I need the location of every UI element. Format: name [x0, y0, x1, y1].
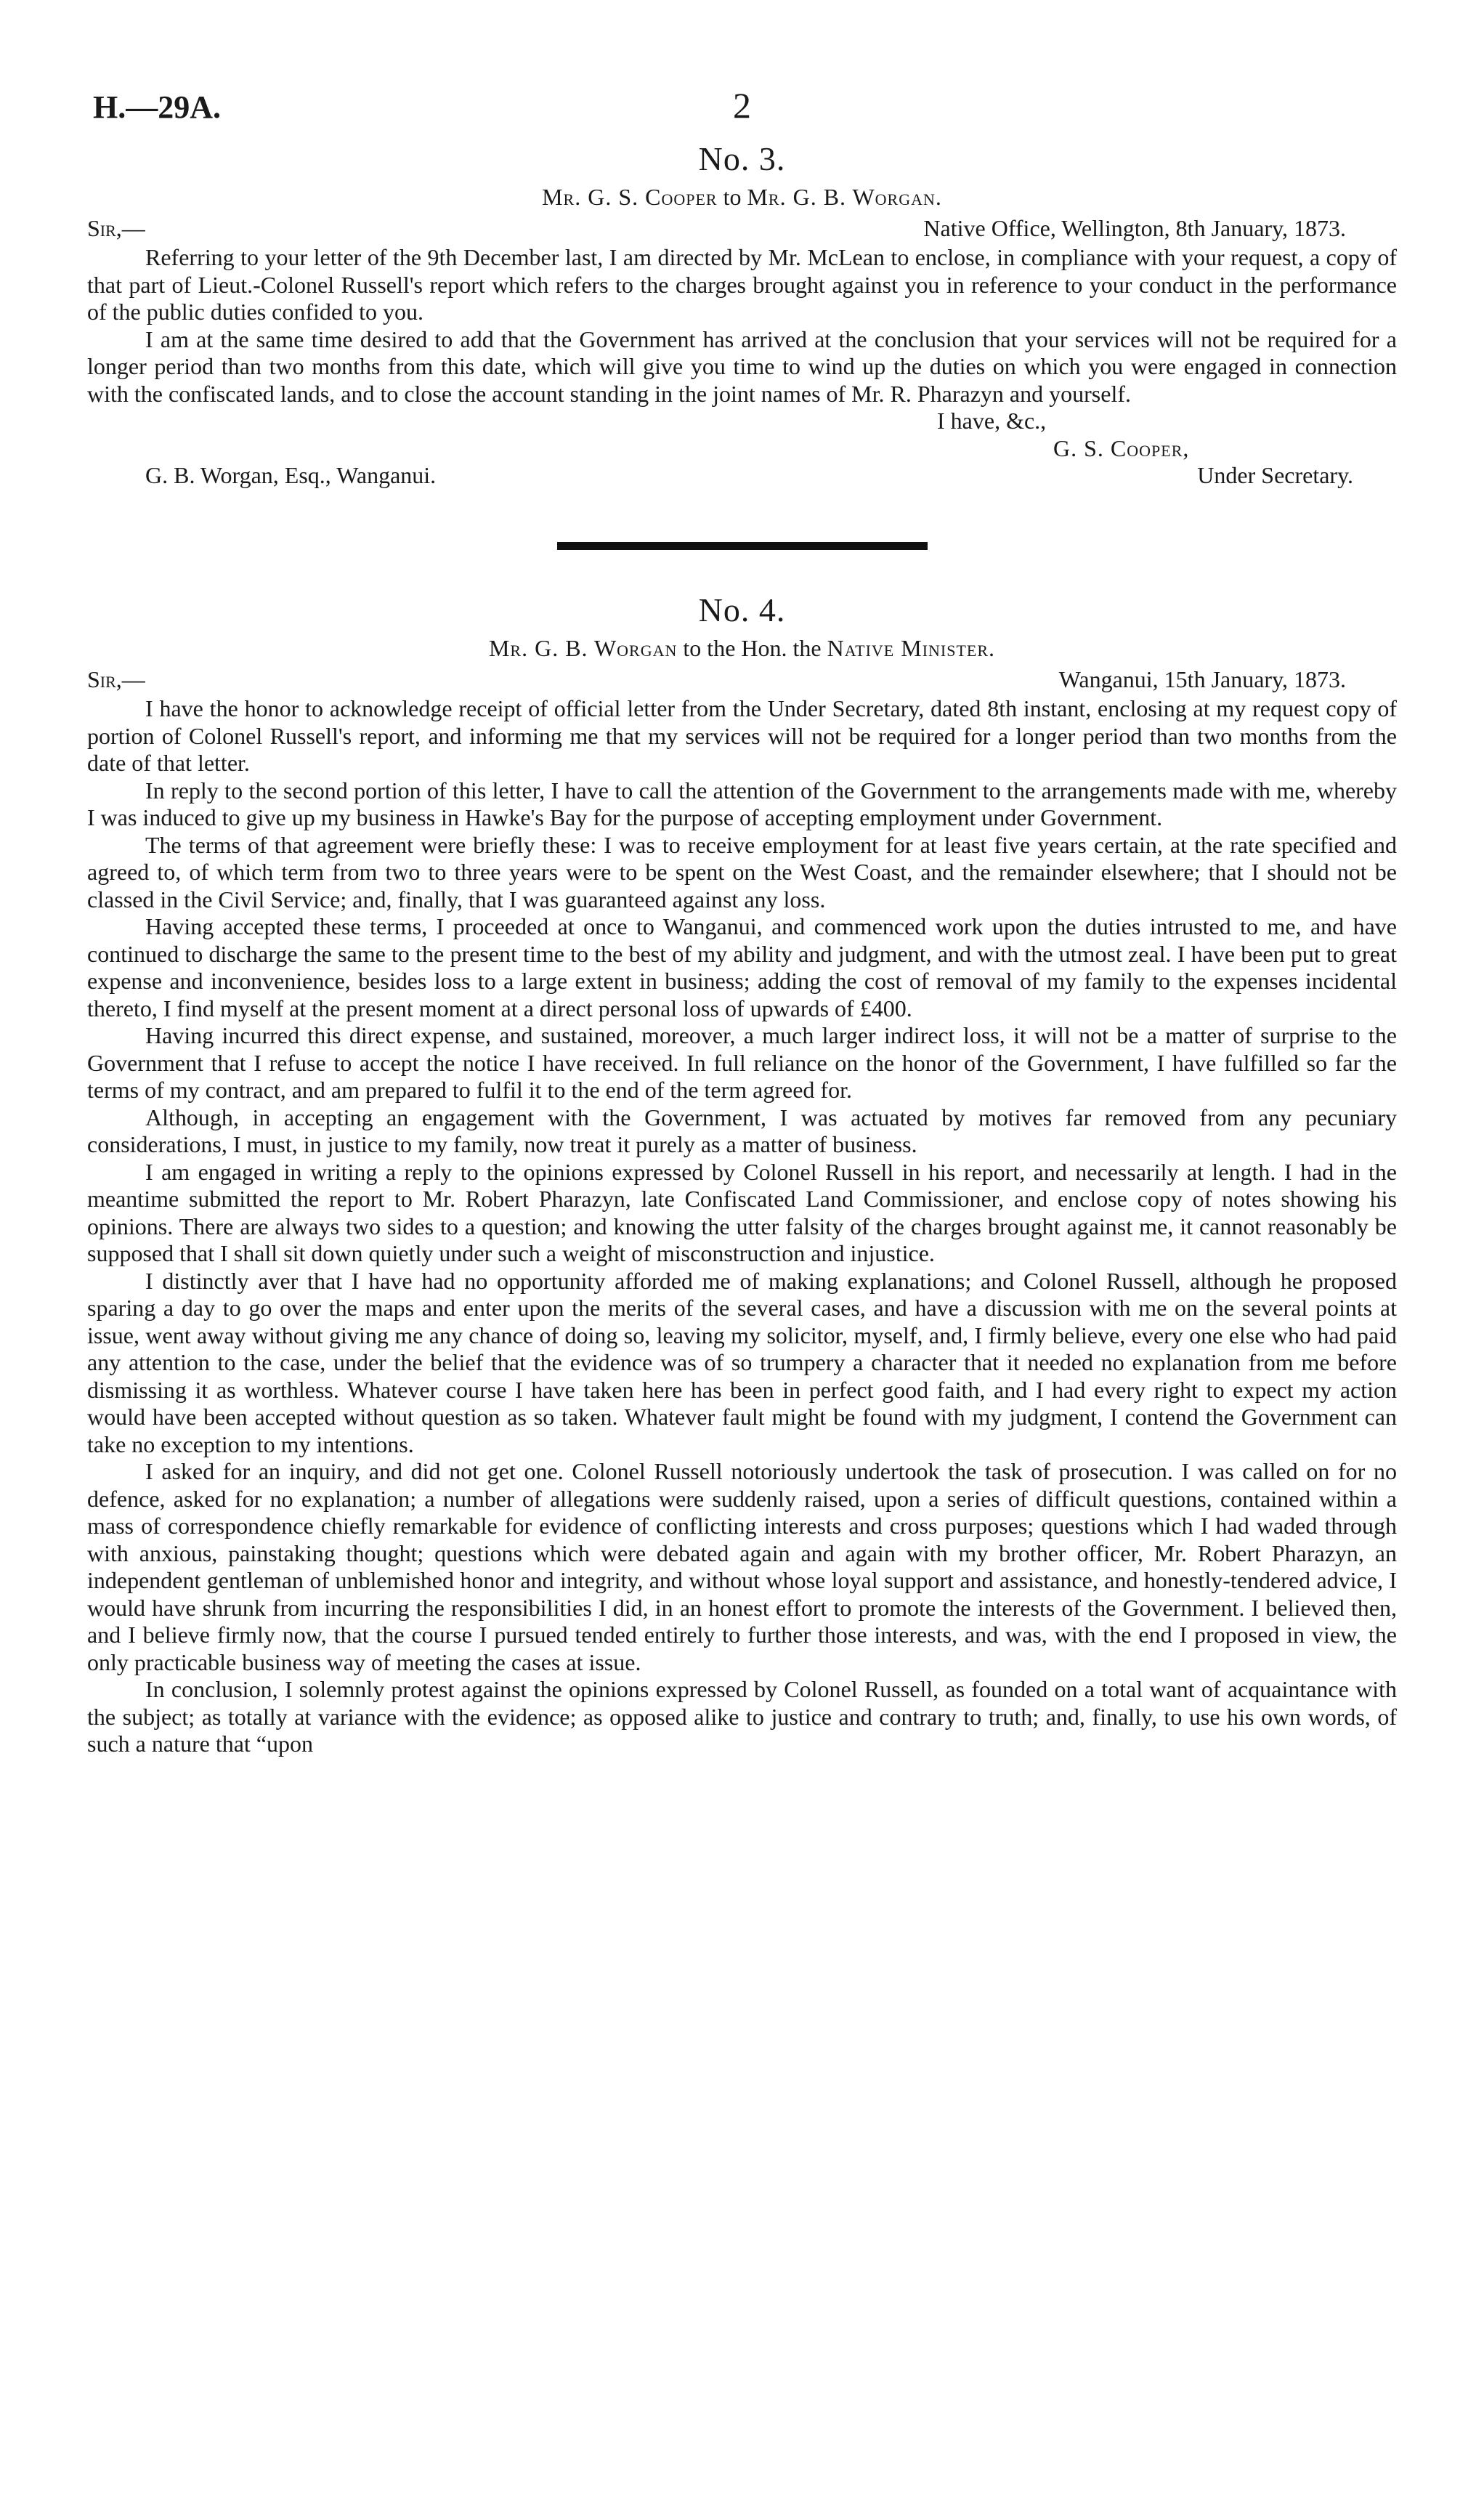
paragraph: In conclusion, I solemnly protest against the opinions expressed by Colonel Russell, as founded on a total want of acquaintance with the subject; as totally at variance with the evidence; as opposed alike to justice and contrary to truth; and, finally, to use his own words, of such a nature that “upon [87, 1676, 1397, 1757]
letter-recipient: Mr. G. B. Worgan. [747, 184, 942, 210]
salutation-line [87, 666, 1397, 695]
paragraph: I have the honor to acknowledge receipt of official letter from the Under Secretary, dated 8th instant, enclosing at my request copy of portion of Colonel Russell's report, and informing me that my services will not be required for a longer period than two months from the date of that letter. [87, 695, 1397, 776]
running-header [87, 73, 1397, 124]
paragraph: I asked for an inquiry, and did not get one. Colonel Russell notoriously undertook the task of prosecution. I was called on for no defence, asked for no explanation; a number of allegations were suddenly raised, upon a series of difficult questions, contained within a mass of correspondence chiefly remarkable for evidence of conflicting interests and cross purposes; questions which I had waded through with anxious, painstaking thought; questions which were debated again and again with my brother officer, Mr. Robert Pharazyn, an independent gentleman of unblemished honor and integrity, and without whose loyal support and assistance, and honestly-tendered advice, I would have shrunk from incurring the responsibilities I did, in an honest effort to promote the interests of the Government. I believed then, and I believe firmly now, that the course I pursued tended entirely to further those interests, and was, with the end I proposed in view, the only practicable business way of meeting the cases at issue. [87, 1458, 1397, 1675]
paragraph: Although, in accepting an engagement with the Government, I was actuated by motives far removed from any pecuniary considerations, I must, in justice to my family, now treat it purely as a matter of business. [87, 1104, 1397, 1157]
closing-block [87, 408, 1397, 462]
letter-recipient: Native Minister. [827, 635, 996, 661]
letter-heading [87, 635, 1397, 662]
paragraph: In reply to the second portion of this letter, I have to call the attention of the Government to the arrangements made with me, whereby I was induced to give up my business in Hawke's Bay for the purpose of accepting employment under Government. [87, 777, 1397, 830]
letter-sender: Mr. G. B. Worgan [488, 635, 678, 661]
paragraph: Having accepted these terms, I proceeded at once to Wanganui, and commenced work upon the duties intrusted to me, and have continued to discharge the same to the present time to the best of my ability and judgment, and with the utmost zeal. I have been put to great expense and inconvenience, besides loss to a large extent in business; adding the cost of removal of my family to the expenses incidental thereto, I find myself at the present moment at a direct personal loss of upwards of £400. [87, 913, 1397, 1021]
signature: G. S. Cooper, [1053, 434, 1190, 461]
document-code: H.—29A. [93, 89, 221, 125]
letter-no-3 [87, 139, 1397, 491]
paragraph: I am at the same time desired to add that the Government has arrived at the conclusion that your services will not be required for a longer period than two months from this date, which will give you time to wind up the duties on which you were engaged in connection with the confiscated lands, and to close the account standing in the joint names of Mr. R. Pharazyn and yourself. [87, 325, 1397, 407]
addressee-line [87, 462, 1397, 491]
addressee: G. B. Worgan, Esq., Wanganui. [145, 462, 437, 488]
letter-connector: to the Hon. the [683, 635, 822, 661]
salutation-line [87, 215, 1397, 244]
paragraph: The terms of that agreement were briefly these: I was to receive employment for at least five years certain, at the rate specified and agreed to, of which term from two to three years were to be spent on the West Coast, and the remainder elsewhere; that I should not be classed in the Civil Service; and, finally, that I was guaranteed against any loss. [87, 831, 1397, 912]
paragraph: Having incurred this direct expense, and sustained, moreover, a much larger indirect loss, it will not be a matter of surprise to the Government that I refuse to accept the notice I have received. In full reliance on the honor of the Government, I have fulfilled so far the terms of my contract, and am prepared to fulfil it to the end of the term agreed for. [87, 1022, 1397, 1103]
letter-heading [87, 184, 1397, 211]
paragraph: I am engaged in writing a reply to the opinions expressed by Colonel Russell in his report, and necessarily at length. I had in the meantime submitted the report to Mr. Robert Pharazyn, late Confiscated Land Commissioner, and enclose copy of notes showing his opinions. There are always two sides to a question; and knowing the utter falsity of the charges brought against me, it cannot reasonably be supposed that I shall sit down quietly under such a weight of misconstruction and injustice. [87, 1158, 1397, 1266]
letter-sender: Mr. G. S. Cooper [542, 184, 718, 210]
letter-no-4 [87, 591, 1397, 1758]
paragraph: I distinctly aver that I have had no opportunity afforded me of making explanations; and Colonel Russell, although he proposed sparing a day to go over the maps and enter upon the merits of the several cases, and have a discussion with me on the several points at issue, went away without giving me any chance of doing so, leaving my solicitor, myself, and, I firmly believe, every one else who had paid any attention to the case, under the belief that the evidence was of so trumpery a character that it needed no explanation from me before dismissing it as worthless. Whatever course I have taken here has been in perfect good faith, and I had every right to expect my action would have been accepted without question as so taken. Whatever fault might be found with my judgment, I contend the Government can take no exception to my intentions. [87, 1267, 1397, 1457]
page-number: 2 [733, 85, 751, 126]
salutation: Sir,— [87, 215, 145, 241]
letter-number: No. 3. [698, 140, 786, 177]
place-date: Native Office, Wellington, 8th January, 1873. [923, 215, 1346, 241]
paragraph: Referring to your letter of the 9th December last, I am directed by Mr. McLean to enclose, in compliance with your request, a copy of that part of Lieut.-Colonel Russell's report which refers to the charges brought against you in reference to your conduct in the performance of the public duties confided to you. [87, 244, 1397, 325]
letter-connector: to [723, 184, 742, 210]
place-date: Wanganui, 15th January, 1873. [1058, 666, 1346, 692]
section-divider [557, 542, 928, 550]
closing-phrase: I have, &c., [937, 408, 1047, 434]
letter-number: No. 4. [698, 591, 786, 628]
signature-title: Under Secretary. [1197, 462, 1353, 488]
salutation: Sir,— [87, 666, 145, 692]
